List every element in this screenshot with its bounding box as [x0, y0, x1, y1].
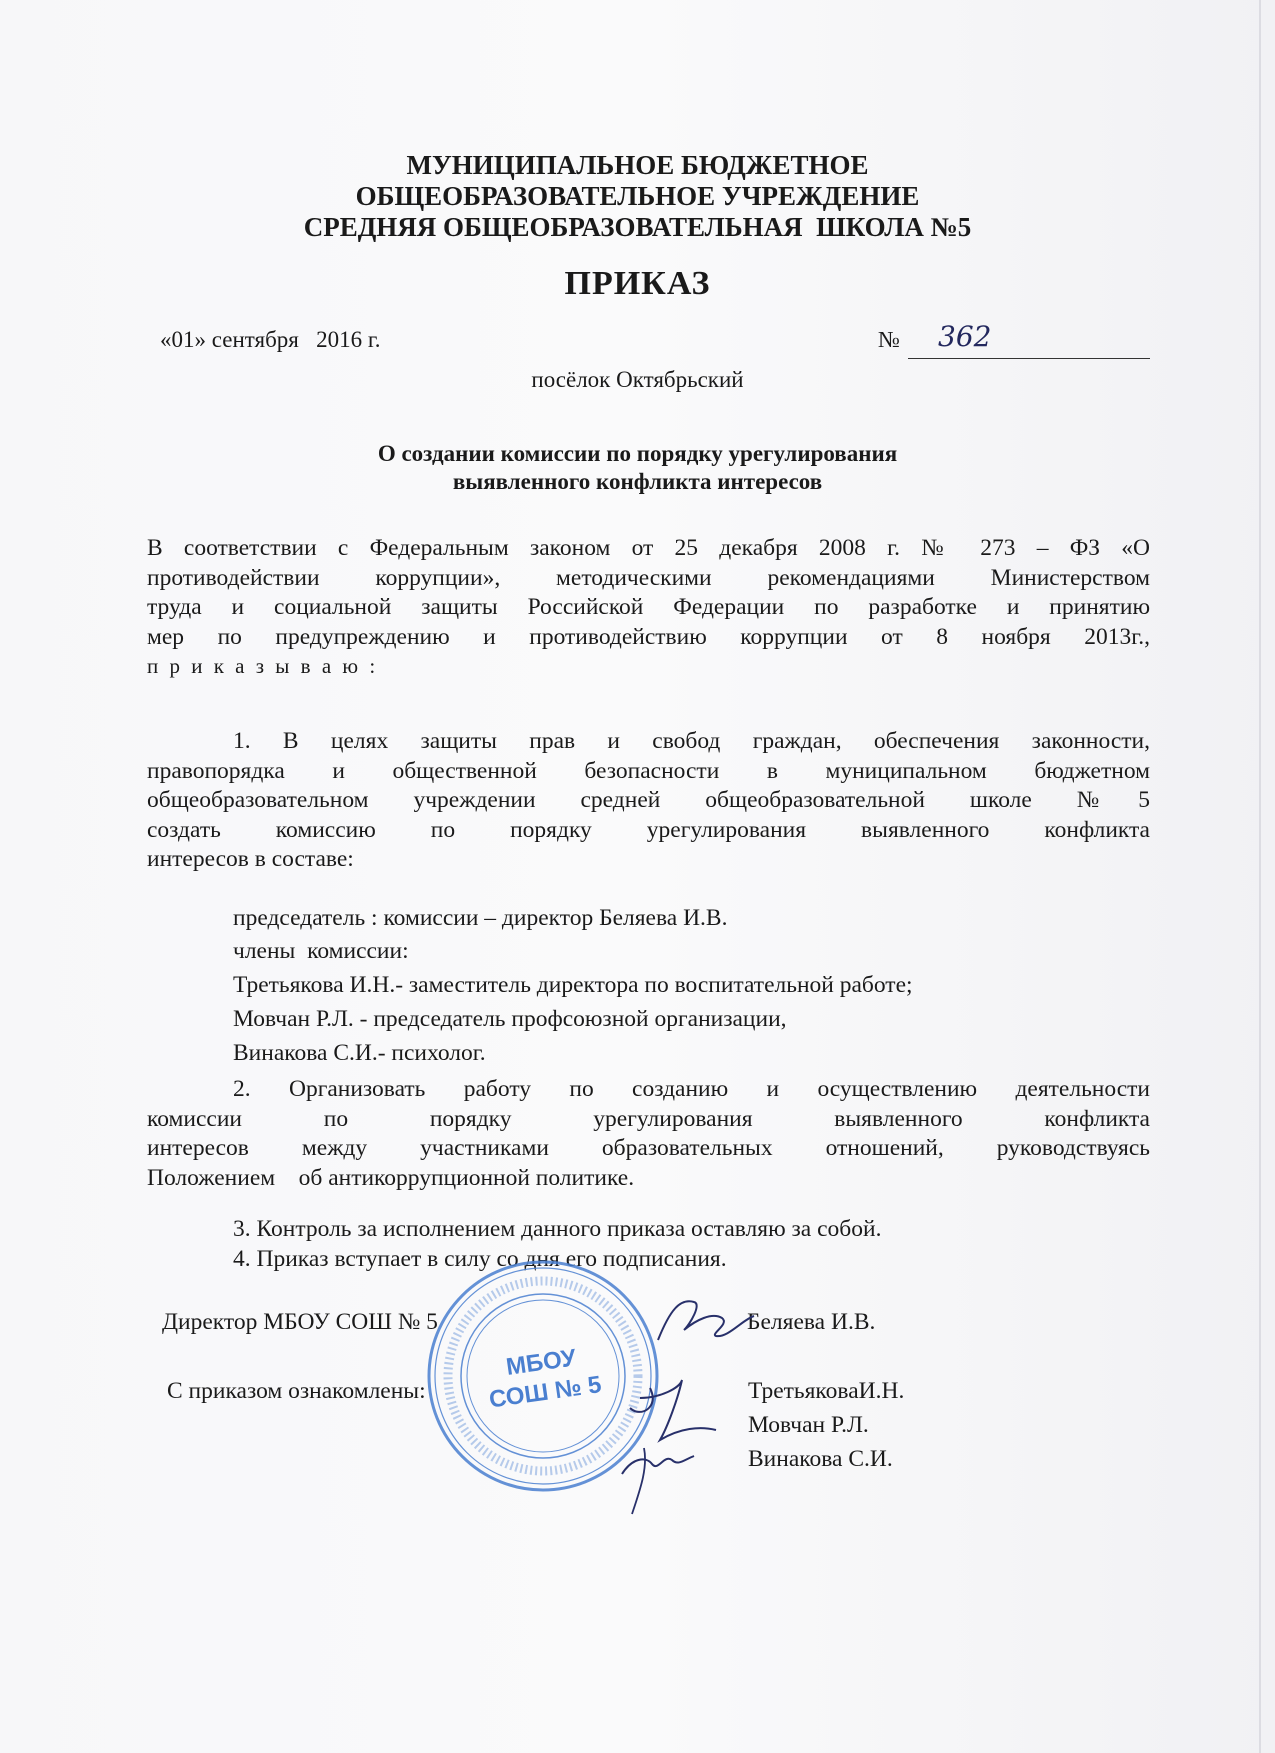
- item1-line: интересов в составе:: [147, 846, 354, 872]
- order-keyword: п р и к а з ы в а ю :: [147, 654, 379, 678]
- signatory-role: Директор МБОУ СОШ № 5: [162, 1309, 438, 1335]
- order-item-3: 3. Контроль за исполнением данного приказа оставляю за собой.: [233, 1216, 882, 1242]
- acknowledged-name: Винакова С.И.: [748, 1446, 893, 1472]
- preamble-line: В соответствии с Федеральным законом от 25 декабря 2008 г. № 273 – ФЗ «О: [147, 535, 1150, 561]
- order-subject: [0, 440, 1275, 496]
- signatory-name: Беляева И.В.: [747, 1309, 876, 1335]
- org-line-1: МУНИЦИПАЛЬНОЕ БЮДЖЕТНОЕ: [406, 150, 869, 180]
- item1-line: создать комиссию по порядку урегулирования выявленного конфликта: [147, 816, 1150, 843]
- order-item-1: [147, 727, 1150, 875]
- preamble-line: противодействии коррупции», методическими рекомендациями Министерством: [147, 564, 1150, 591]
- subject-line-1: О создании комиссии по порядку урегулирования: [377, 441, 898, 466]
- acknowledged-name: Мовчан Р.Л.: [748, 1412, 869, 1438]
- order-item-4: 4. Приказ вступает в силу со дня его подписания.: [233, 1246, 727, 1272]
- commission-member: Мовчан Р.Л. - председатель профсоюзной организации,: [233, 1006, 787, 1032]
- item2-line: Положением об антикоррупционной политике.: [147, 1164, 635, 1191]
- item1-line: 1. В целях защиты прав и свобод граждан, обеспечения законности,: [233, 728, 1150, 754]
- item2-line: интересов между участниками образовательных отношений, руководствуясь: [147, 1135, 1150, 1161]
- commission-member: Винакова С.И.- психолог.: [233, 1040, 486, 1066]
- stamp-center-line-1: МБОУ: [504, 1344, 578, 1381]
- order-number-label: №: [878, 327, 900, 352]
- order-item-2: [147, 1075, 1150, 1193]
- director-signature: [650, 1290, 760, 1350]
- preamble-line: мер по предупреждению и противодействию коррупции от 8 ноября 2013г.,: [147, 623, 1150, 650]
- acknowledgement-label: С приказом ознакомлены:: [167, 1378, 426, 1404]
- stamp-center-line-2: СОШ № 5: [487, 1371, 604, 1414]
- org-line-3: СРЕДНЯЯ ОБЩЕОБРАЗОВАТЕЛЬНАЯ ШКОЛА №5: [303, 212, 972, 242]
- item1-line: правопорядка и общественной безопасности в муниципальном бюджетном: [147, 757, 1150, 784]
- item1-line: общеобразовательном учреждении средней общеобразовательной школе №5: [147, 787, 1150, 813]
- order-number-line: [908, 358, 1150, 359]
- document-title: ПРИКАЗ: [564, 265, 711, 302]
- item2-line: комиссии по порядку урегулирования выявленного конфликта: [147, 1105, 1150, 1132]
- preamble-paragraph: [147, 534, 1150, 682]
- item2-line: 2. Организовать работу по созданию и осуществлению деятельности: [233, 1076, 1150, 1102]
- commission-members-label: члены комиссии:: [233, 938, 409, 964]
- org-line-2: ОБЩЕОБРАЗОВАТЕЛЬНОЕ УЧРЕЖДЕНИЕ: [355, 181, 920, 211]
- organization-header: [0, 150, 1275, 243]
- commission-member: Третьякова И.Н.- заместитель директора по воспитательной работе;: [233, 972, 913, 998]
- order-date: «01» сентября 2016 г.: [160, 327, 381, 352]
- acknowledgement-signatures: [620, 1378, 750, 1518]
- commission-chair: председатель : комиссии – директор Беляева И.В.: [233, 905, 728, 931]
- acknowledged-name: ТретьяковаИ.Н.: [748, 1378, 905, 1404]
- subject-line-2: выявленного конфликта интересов: [452, 469, 823, 494]
- order-place: посёлок Октябрьский: [531, 367, 744, 392]
- page-edge: [1259, 0, 1261, 1753]
- order-number-handwritten: 362: [938, 320, 992, 353]
- preamble-line: труда и социальной защиты Российской Федерации по разработке и принятию: [147, 594, 1150, 620]
